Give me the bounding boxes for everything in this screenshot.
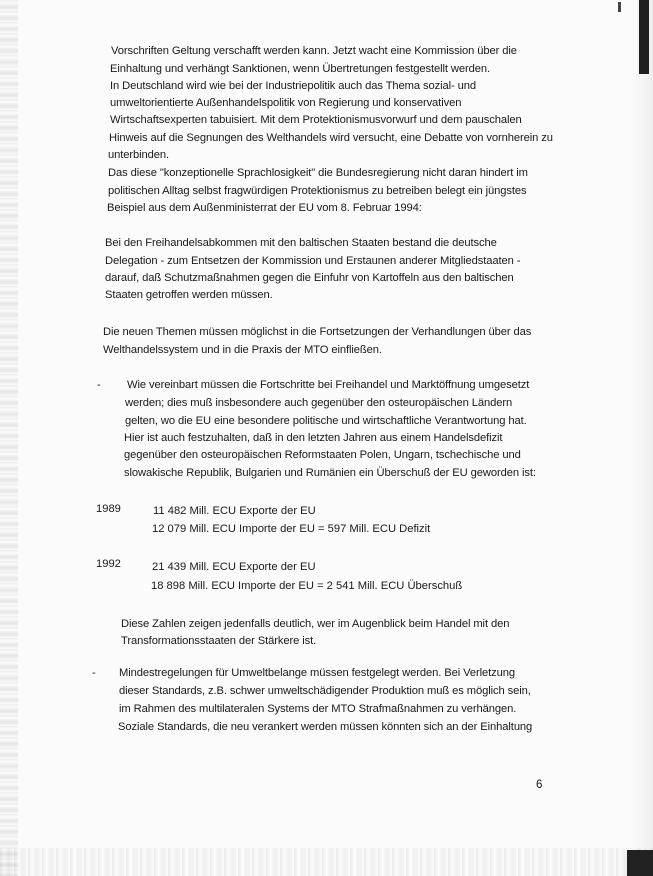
text-line: Soziale Standards, die neu verankert werden müssen könnten sich an der Einhaltung [118,721,533,733]
text-line: Mindestregelungen für Umweltbelange müssen festgelegt werden. Bei Verletzung [119,667,516,679]
scan-mark [618,2,621,12]
text-line: dieser Standards, z.B. schwer umweltschädigender Produktion muß es möglich sein, [119,685,531,697]
text-line: Einhaltung und verhängt Sanktionen, wenn Übertretungen festgestellt werden. [110,63,490,75]
exports-line: 11 482 Mill. ECU Exporte der EU [153,505,316,517]
text-line: politischen Alltag selbst fragwürdigen Protektionismus zu betreiben belegt ein jüngstes [108,185,527,197]
text-line: Beispiel aus dem Außenministerrat der EU vom 8. Februar 1994: [107,202,422,214]
text-line: Die neuen Themen müssen möglichst in die Fortsetzungen der Verhandlungen über das [103,326,532,338]
text-line: Wie vereinbart müssen die Fortschritte bei Freihandel und Marktöffnung umgesetzt [127,379,530,391]
text-line: Hinweis auf die Segnungen des Welthandels wird versucht, eine Debatte von vornherein zu [109,132,553,144]
scan-edge-left [0,0,18,876]
text-line: im Rahmen des multilateralen Systems der MTO Strafmaßnahmen zu verhängen. [119,703,517,715]
text-line: Bei den Freihandelsabkommen mit den baltischen Staaten bestand die deutsche [105,237,497,249]
text-line: Staaten getroffen werden müssen. [105,289,273,301]
imports-line: 18 898 Mill. ECU Importe der EU = 2 541 Mill. ECU Überschuß [151,580,463,592]
text-line: Delegation - zum Entsetzen der Kommission und Erstaunen anderer Mitgliedstaaten - [105,255,521,267]
bullet-marker: - [92,667,96,679]
text-line: Das diese "konzeptionelle Sprachlosigkeit" die Bundesregierung nicht daran hindert im [108,167,528,179]
scan-corner-mark [627,850,653,876]
text-line: In Deutschland wird wie bei der Industriepolitik auch das Thema sozial- und [110,80,477,92]
scan-margin-bar [639,0,649,74]
text-line: Vorschriften Geltung verschafft werden kann. Jetzt wacht eine Kommission über die [111,45,517,57]
text-line: Transformationsstaaten der Stärkere ist. [121,635,317,647]
text-line: werden; dies muß insbesondere auch gegenüber den osteuropäischen Ländern [125,397,513,409]
text-line: unterbinden. [108,149,170,161]
bullet-marker: - [97,379,101,391]
page-number: 6 [536,779,543,791]
text-line: umweltorientierte Außenhandelspolitik von Regierung und konservativen [110,97,462,109]
text-line: slowakische Republik, Bulgarien und Rumänien ein Überschuß der EU geworden ist: [124,467,536,479]
text-line: Diese Zahlen zeigen jedenfalls deutlich, wer im Augenblick beim Handel mit den [121,618,510,630]
text-line: gelten, wo die EU eine besondere politische und wirtschaftliche Verantwortung hat. [125,415,527,427]
scan-edge-bottom [0,848,653,876]
text-line: Welthandelssystem und in die Praxis der MTO einfließen. [103,344,382,356]
text-line: darauf, daß Schutzmaßnahmen gegen die Einfuhr von Kartoffeln aus den baltischen [105,272,514,284]
year-label: 1992 [96,558,121,570]
text-line: gegenüber den osteuropäischen Reformstaaten Polen, Ungarn, tschechische und [124,449,521,461]
scan-edge-right [631,0,653,876]
exports-line: 21 439 Mill. ECU Exporte der EU [152,561,316,573]
imports-line: 12 079 Mill. ECU Importe der EU = 597 Mill. ECU Defizit [152,523,431,535]
text-line: Hier ist auch festzuhalten, daß in den letzten Jahren aus einem Handelsdefizit [124,432,503,444]
text-line: Wirtschaftsexperten tabuisiert. Mit dem Protektionismusvorwurf und dem pauschalen [110,114,522,126]
year-label: 1989 [96,503,121,515]
